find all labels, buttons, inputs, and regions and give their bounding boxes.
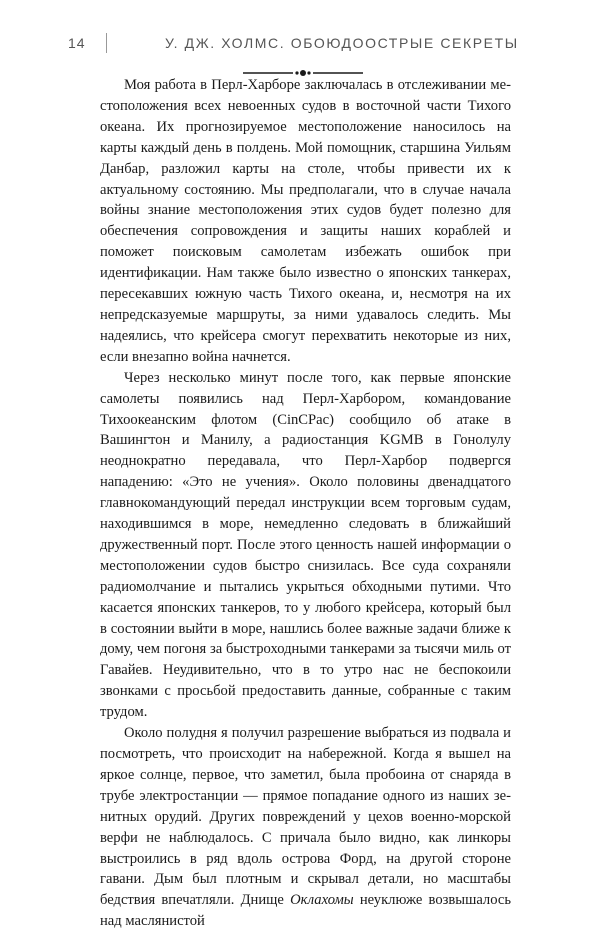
paragraph-3 xyxy=(100,723,511,932)
body-text xyxy=(100,75,511,932)
running-head xyxy=(165,35,519,51)
page-number: 14 xyxy=(68,35,86,51)
running-head-author: У. ДЖ. ХОЛМС. xyxy=(165,35,286,51)
ship-name-italic: Оклахомы xyxy=(290,892,354,909)
paragraph-3-text-start: Около полудня я получил разрешение выбраться из подвала и посмотреть, что происходит на набережной. Когда я вышел на яркое солнце, первое, что заметил, была пробоина от снаряда в трубе электростанции — прямое попадание одного из наших зенитных орудий. Других повреждений у цехов военно-морской верфи не наблюдалось. С причала было видно, как линкоры выстроились в ряд вдоль острова Форд, на другой стороне гавани. Дым был плотным и скрывал детали, но масштабы бедствия впечатляли. Днище xyxy=(100,725,511,909)
header-divider xyxy=(106,33,107,53)
paragraph-3-text-end: неуклюже возвышалось над маслянистой xyxy=(100,892,512,930)
paragraph-1: Моя работа в Перл-Харборе заключалась в отслеживании местоположения всех невоенных судов в восточной части Тихого океана. Их прогнозируемое местоположение наносилось на карты каждый день в полдень. Мой помощник, старшина Уильям Данбар, разложил карты на столе, чтобы привести их к актуальному состоянию. Мы предполагали, что в случае начала войны знание местоположения этих судов будет полезно для обеспечения сопровождения и защиты наших кораблей и поможет поисковым самолетам избежать ошибок при идентификации. Нам также было известно о японских танкерах, пересекавших южную часть Тихого океана, и, несмотря на их непредсказуемые маршруты, за ними удавалось следить. Мы надеялись, что крейсера смогут перехватить некоторые из них, если внезапно война начнется. xyxy=(100,77,511,365)
running-head-title: ОБОЮДООСТРЫЕ СЕКРЕТЫ xyxy=(290,35,519,51)
paragraph-2: Через несколько минут после того, как первые японские самолеты появились над Перл-Харбором, командование Тихоокеанским флотом (CinCPac) сообщило об атаке в Вашингтон и Манилу, а радиостанция KGMB в Гонолулу неоднократно передавала, что Перл-Харбор подвергся нападению: «Это не учения». Около половины двенадцатого главнокомандующий передал инструкции всем торговым судам, находившимся в море, немедленно следовать в ближайший дружественный порт. После этого ценность нашей информации о местоположении судов быстро снизилась. Все суда сохраняли радиомолчание и пытались укрыться обходными путими. Что касается японских танкеров, то у любого крейсера, который был в состоянии выйти в море, нашлись более важные задачи ближе к дому, чем погоня за быстроходными танкерами за тысячи миль от Гавайев. Неудивительно, что в то утро нас не беспокоили звонками с просьбой предоставить данные, собранные с таким трудом. xyxy=(100,369,511,721)
